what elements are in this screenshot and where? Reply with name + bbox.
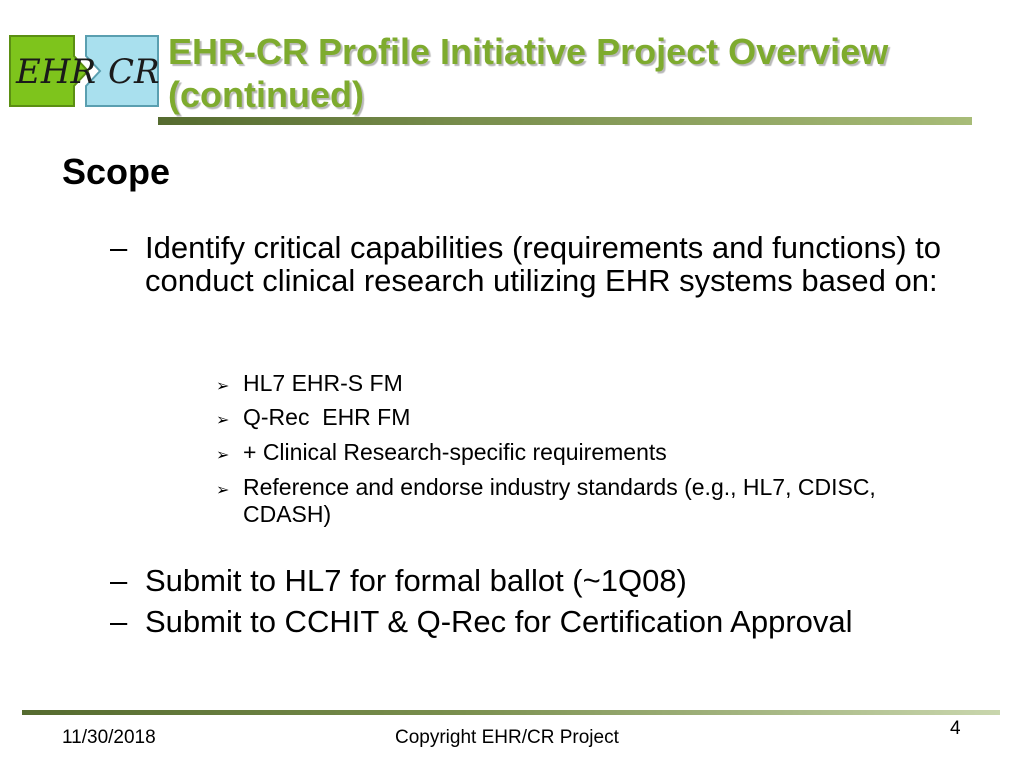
bullet-item	[110, 564, 950, 597]
slide-title-line2: (continued)	[168, 74, 364, 115]
arrow-bullet-icon: ➢	[216, 447, 230, 464]
bullet-text: Submit to CCHIT & Q-Rec for Certification Approval	[145, 604, 853, 639]
arrow-bullet-icon: ➢	[216, 412, 230, 429]
slide-title	[168, 30, 968, 116]
bullet-item	[110, 231, 950, 297]
sub-bullet-item	[216, 439, 936, 466]
bullet-dash: –	[110, 604, 128, 639]
sub-bullet-text: Q-Rec EHR FM	[243, 404, 411, 430]
sub-bullet-text: HL7 EHR-S FM	[243, 370, 403, 396]
bullet-dash: –	[110, 563, 128, 598]
bullet-dash: –	[110, 230, 128, 265]
sub-bullet-item	[216, 370, 936, 397]
sub-bullet-text: + Clinical Research-specific requirements	[243, 439, 667, 465]
bullet-text: Submit to HL7 for formal ballot (~1Q08)	[145, 563, 687, 598]
logo-left-text: EHR	[16, 52, 97, 92]
arrow-bullet-icon: ➢	[216, 378, 230, 395]
logo-right-text: CR	[108, 52, 160, 92]
slide-title-line1: EHR-CR Profile Initiative Project Overview	[168, 31, 889, 72]
sub-bullet-item	[216, 474, 936, 528]
arrow-bullet-icon: ➢	[216, 482, 230, 499]
footer-divider	[22, 710, 1000, 715]
page-number: 4	[950, 718, 961, 739]
title-divider	[158, 117, 972, 125]
bullet-text: Identify critical capabilities (requirements and functions) to conduct clinical research utilizing EHR systems based on:	[145, 230, 942, 298]
ehr-cr-logo	[8, 34, 160, 108]
sub-bullet-text: Reference and endorse industry standards (e.g., HL7, CDISC, CDASH)	[243, 474, 876, 527]
footer-copyright: Copyright EHR/CR Project	[395, 727, 619, 748]
sub-bullet-item	[216, 404, 936, 431]
footer-date: 11/30/2018	[62, 727, 156, 748]
bullet-item	[110, 605, 950, 638]
section-heading: Scope	[62, 151, 171, 192]
ehr-cr-logo-graphic	[8, 34, 160, 108]
